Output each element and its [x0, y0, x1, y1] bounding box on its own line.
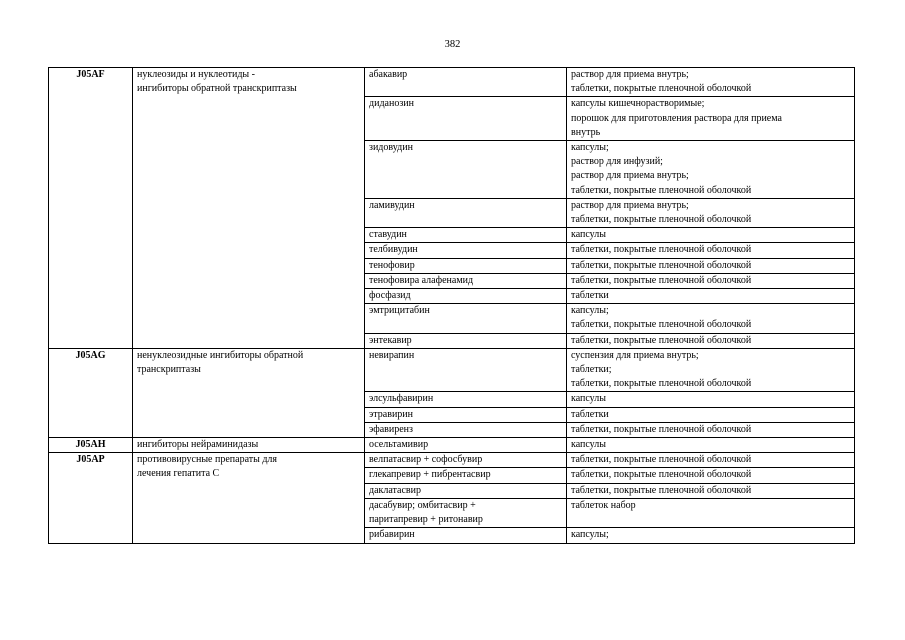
cell-line: ингибиторы обратной транскриптазы — [137, 83, 297, 95]
cell-line: капсулы кишечнорастворимые; — [571, 98, 705, 110]
cell-line: таблеток набор — [571, 499, 636, 511]
drug-name-cell — [365, 228, 567, 243]
cell-line: дасабувир; омбитасвир + — [369, 499, 476, 511]
cell-line: таблетки, покрытые пленочной оболочкой — [571, 319, 752, 331]
cell-line: рибавирин — [369, 529, 415, 541]
dosage-form-cell — [567, 258, 855, 273]
dosage-form-cell — [567, 483, 855, 498]
cell-line: ненуклеозидные ингибиторы обратной — [137, 349, 304, 361]
cell-line: раствор для приема внутрь; — [571, 69, 689, 80]
dosage-form-cell — [567, 333, 855, 348]
group-name-cell — [133, 348, 365, 437]
cell-line: таблетки, покрытые пленочной оболочкой — [571, 274, 752, 286]
drug-name-cell — [365, 97, 567, 141]
cell-line: тенофовир — [369, 259, 415, 271]
cell-line: таблетки, покрытые пленочной оболочкой — [571, 244, 752, 256]
cell-line: таблетки, покрытые пленочной оболочкой — [571, 334, 752, 346]
group-name-cell — [133, 438, 365, 453]
drug-name-cell — [365, 392, 567, 407]
cell-line: невирапин — [369, 349, 415, 361]
drug-name-cell — [365, 348, 567, 392]
dosage-form-cell — [567, 289, 855, 304]
cell-line: раствор для инфузий; — [571, 156, 663, 168]
cell-line: зидовудин — [369, 142, 413, 154]
dosage-form-cell — [567, 407, 855, 422]
dosage-form-cell — [567, 68, 855, 97]
drug-name-cell — [365, 141, 567, 199]
drug-name-cell — [365, 498, 567, 527]
dosage-form-cell — [567, 528, 855, 543]
dosage-form-cell — [567, 422, 855, 437]
group-name-cell — [133, 453, 365, 543]
cell-line: таблетки, покрытые пленочной оболочкой — [571, 184, 752, 196]
drug-name-cell — [365, 407, 567, 422]
drug-name-cell — [365, 198, 567, 227]
drug-table — [48, 67, 855, 544]
drug-name-cell — [365, 258, 567, 273]
drug-name-cell — [365, 289, 567, 304]
cell-line: капсулы — [571, 229, 606, 241]
cell-line: таблетки, покрытые пленочной оболочкой — [571, 378, 752, 390]
cell-line: таблетки — [571, 408, 609, 420]
cell-line: раствор для приема внутрь; — [571, 199, 689, 211]
drug-name-cell — [365, 333, 567, 348]
cell-line: таблетки, покрытые пленочной оболочкой — [571, 214, 752, 226]
cell-line: таблетки, покрытые пленочной оболочкой — [571, 83, 752, 95]
cell-line: нуклеозиды и нуклеотиды - — [137, 69, 255, 80]
dosage-form-cell — [567, 273, 855, 288]
cell-line: таблетки, покрытые пленочной оболочкой — [571, 484, 752, 496]
cell-line: энтекавир — [369, 334, 412, 346]
cell-line: глекапревир + пибрентасвир — [369, 469, 491, 481]
dosage-form-cell — [567, 392, 855, 407]
atc-code-cell: J05AG — [49, 348, 133, 437]
cell-line: паритапревир + ритонавир — [369, 514, 483, 526]
dosage-form-cell — [567, 468, 855, 483]
drug-name-cell — [365, 483, 567, 498]
table-row — [49, 348, 855, 392]
dosage-form-cell — [567, 348, 855, 392]
dosage-form-cell — [567, 97, 855, 141]
cell-line: таблетки, покрытые пленочной оболочкой — [571, 423, 752, 435]
atc-code-cell: J05AP — [49, 453, 133, 543]
dosage-form-cell — [567, 141, 855, 199]
cell-line: тенофовира алафенамид — [369, 274, 474, 286]
cell-line: элсульфавирин — [369, 393, 434, 405]
atc-code-cell: J05AF — [49, 68, 133, 349]
cell-line: капсулы; — [571, 142, 609, 154]
cell-line: диданозин — [369, 98, 414, 110]
drug-name-cell — [365, 68, 567, 97]
cell-line: абакавир — [369, 69, 408, 80]
drug-name-cell — [365, 304, 567, 333]
cell-line: даклатасвир — [369, 484, 421, 496]
table-row — [49, 453, 855, 468]
cell-line: капсулы — [571, 393, 606, 405]
dosage-form-cell — [567, 198, 855, 227]
cell-line: раствор для приема внутрь; — [571, 170, 689, 182]
cell-line: таблетки, покрытые пленочной оболочкой — [571, 469, 752, 481]
dosage-form-cell — [567, 438, 855, 453]
atc-code-cell: J05AH — [49, 438, 133, 453]
cell-line: ингибиторы нейраминидазы — [137, 439, 259, 451]
drug-name-cell — [365, 243, 567, 258]
cell-line: ставудин — [369, 229, 407, 241]
cell-line: таблетки — [571, 290, 609, 302]
cell-line: этравирин — [369, 408, 413, 420]
drug-table-body — [49, 68, 855, 544]
dosage-form-cell — [567, 228, 855, 243]
table-row — [49, 438, 855, 453]
cell-line: осельтамивир — [369, 439, 429, 451]
dosage-form-cell — [567, 498, 855, 527]
cell-line: внутрь — [571, 126, 601, 138]
page-number: 382 — [444, 39, 461, 50]
drug-name-cell — [365, 422, 567, 437]
table-row — [49, 68, 855, 97]
cell-line: эфавиренз — [369, 423, 413, 435]
dosage-form-cell — [567, 243, 855, 258]
cell-line: транскриптазы — [137, 364, 201, 376]
cell-line: капсулы; — [571, 305, 609, 317]
drug-name-cell — [365, 453, 567, 468]
cell-line: таблетки, покрытые пленочной оболочкой — [571, 454, 752, 466]
dosage-form-cell — [567, 304, 855, 333]
group-name-cell — [133, 68, 365, 349]
cell-line: порошок для приготовления раствора для приема — [571, 112, 782, 124]
drug-name-cell — [365, 468, 567, 483]
cell-line: велпатасвир + софосбувир — [369, 454, 483, 466]
drug-name-cell — [365, 438, 567, 453]
cell-line: лечения гепатита C — [137, 468, 220, 480]
cell-line: капсулы; — [571, 529, 609, 541]
cell-line: фосфазид — [369, 290, 411, 302]
cell-line: капсулы — [571, 439, 606, 451]
cell-line: противовирусные препараты для — [137, 454, 278, 466]
drug-name-cell — [365, 528, 567, 543]
drug-name-cell — [365, 273, 567, 288]
cell-line: суспензия для приема внутрь; — [571, 349, 699, 361]
dosage-form-cell — [567, 453, 855, 468]
cell-line: таблетки; — [571, 364, 612, 376]
cell-line: ламивудин — [369, 199, 415, 211]
cell-line: таблетки, покрытые пленочной оболочкой — [571, 259, 752, 271]
cell-line: эмтрицитабин — [369, 305, 430, 317]
cell-line: телбивудин — [369, 244, 418, 256]
